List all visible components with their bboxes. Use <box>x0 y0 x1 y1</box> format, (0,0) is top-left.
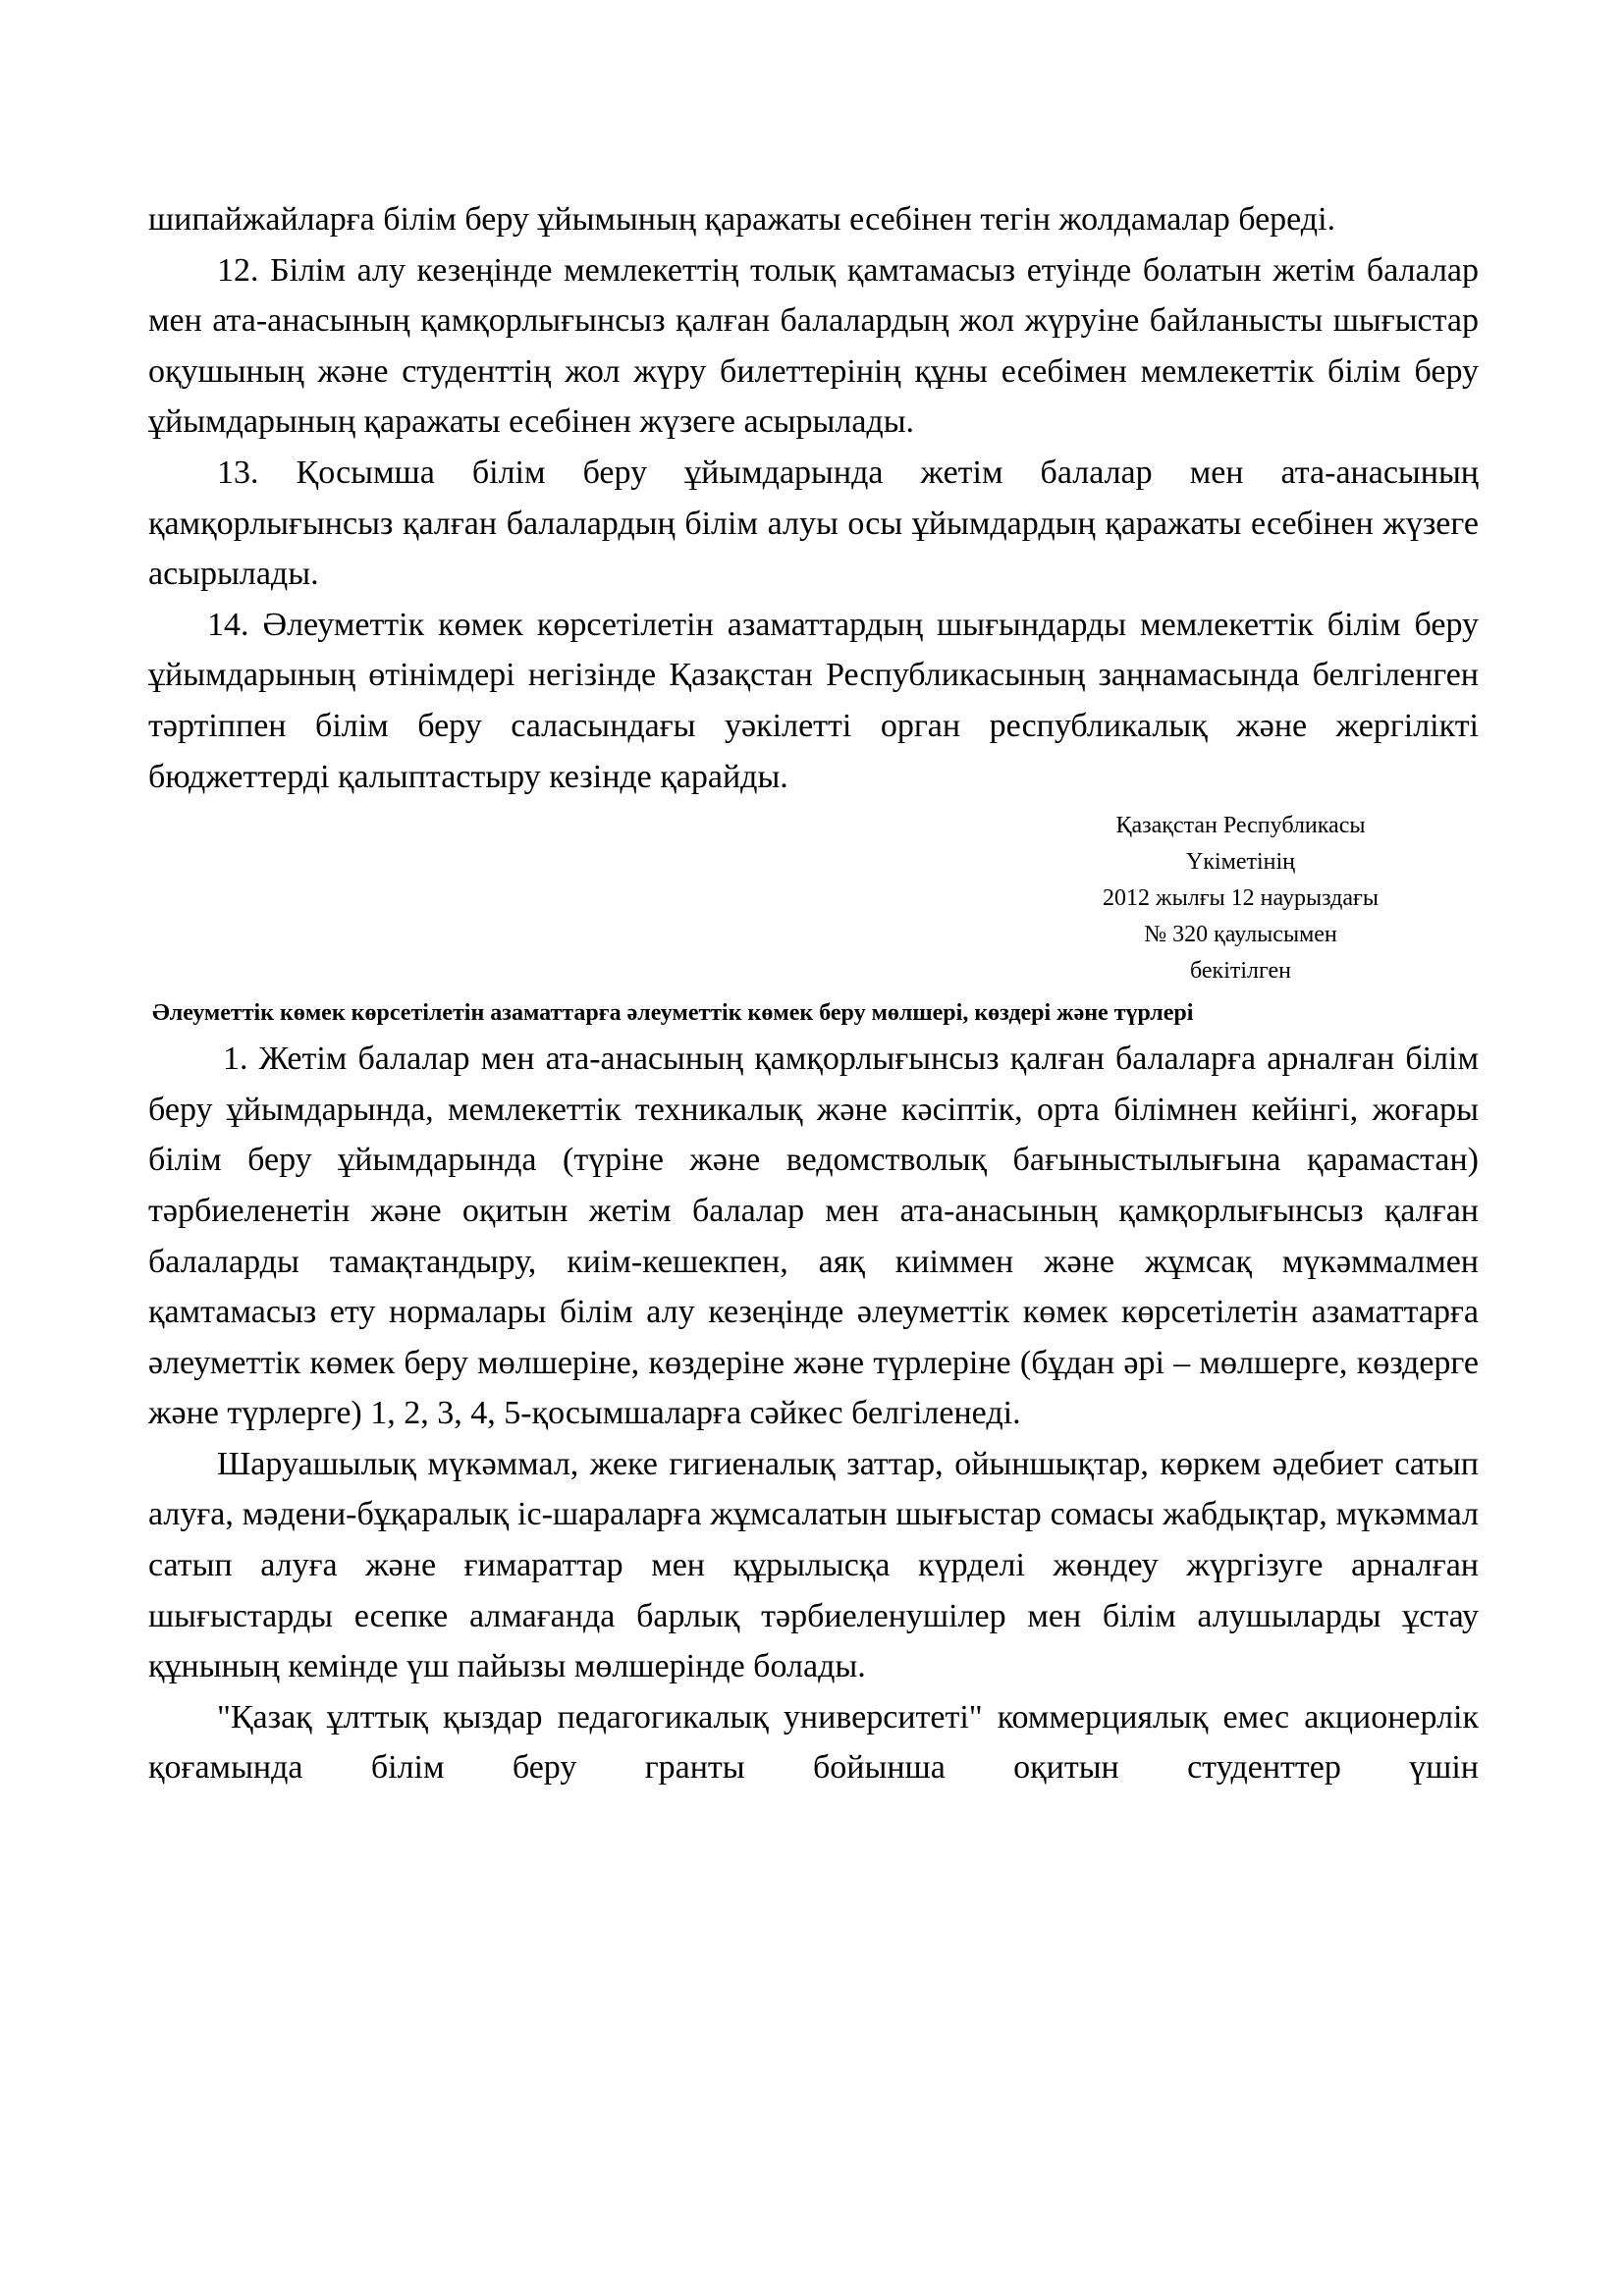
paragraph-continuation: шипайжайларға білім беру ұйымының қаражаты есебінен тегін жолдамалар береді. <box>148 201 1336 238</box>
approval-line-5: бекітілген <box>1189 958 1292 985</box>
paragraph-item-13: 13. Қосымша білім беру ұйымдарында жетім балалар мен ата-анасының қамқорлығынсыз қалған балалардың білім алуы осы ұйымдардың қаражаты есебінен жүзеге асырылады. <box>148 454 1479 593</box>
paragraph-item-12: 12. Білім алу кезеңінде мемлекеттің толық қамтамасыз етуінде болатын жетім балалар мен ата-анасының қамқорлығынсыз қалған балалардың жол жүруіне байланысты шығыстар оқушының және студенттің жол жүру билеттерінің құны есебімен мемлекеттік білім беру ұйымдарының қаражаты есебінен жүзеге асырылады. <box>148 251 1479 441</box>
approval-stamp <box>148 808 1479 989</box>
approval-line-3: 2012 жылғы 12 наурыздағы <box>1103 885 1379 912</box>
paragraph-household-inventory: Шаруашылық мүкәммал, жеке гигиеналық заттар, ойыншықтар, көркем әдебиет сатып алуға, мәдени-бұқаралық іс-шараларға жұмсалатын шығыстар сомасы жабдықтар, мүкәммал сатып алуға және ғимараттар мен құрылысқа күрделі жөндеу жүргізуге арналған шығыстарды есепке алмағанда барлық тәрбиеленушілер мен білім алушыларды ұстау құнының кемінде үш пайызы мөлшерінде болады. <box>148 1445 1479 1685</box>
approval-line-4: № 320 қаулысымен <box>1144 922 1337 948</box>
section-heading: Әлеуметтік көмек көрсетілетін азаматтарға әлеуметтік көмек беру мөлшері, көздері және түрлері <box>152 1000 1194 1027</box>
document-page <box>148 194 1479 1793</box>
approval-line-2: Үкіметінің <box>1185 849 1295 876</box>
paragraph-item-14: 14. Әлеуметтік көмек көрсетілетін азаматтардың шығындарды мемлекеттік білім беру ұйымдарының өтінімдері негізінде Қазақстан Республикасының заңнамасында белгіленген тәртіппен білім беру саласындағы уәкілетті орган республикалық және жергілікті бюджеттерді қалыптастыру кезінде қарайды. <box>148 606 1479 795</box>
approval-line-1: Қазақстан Республикасы <box>1115 813 1366 839</box>
paragraph-section-1: 1. Жетім балалар мен ата-анасының қамқорлығынсыз қалған балаларға арналған білім беру ұйымдарында, мемлекеттік техникалық және кәсіптік, орта білімнен кейінгі, жоғары білім беру ұйымдарында (түріне және ведомстволық бағыныстылығына қарамастан) тәрбиеленетін және оқитын жетім балалар мен ата-анасының қамқорлығынсыз қалған балаларды тамақтандыру, киім-кешекпен, аяқ киіммен және жұмсақ мүкәммалмен қамтамасыз ету нормалары білім алу кезеңінде әлеуметтік көмек көрсетілетін азаматтарға әлеуметтік көмек беру мөлшеріне, көздеріне және түрлеріне (бұдан әрі – мөлшерге, көздерге және түрлерге) 1, 2, 3, 4, 5-қосымшаларға сәйкес белгіленеді. <box>148 1041 1479 1432</box>
paragraph-university-grant: "Қазақ ұлттық қыздар педагогикалық университеті" коммерциялық емес акционерлік қоғамында білім беру гранты бойынша оқитын студенттер үшін <box>148 1698 1479 1787</box>
